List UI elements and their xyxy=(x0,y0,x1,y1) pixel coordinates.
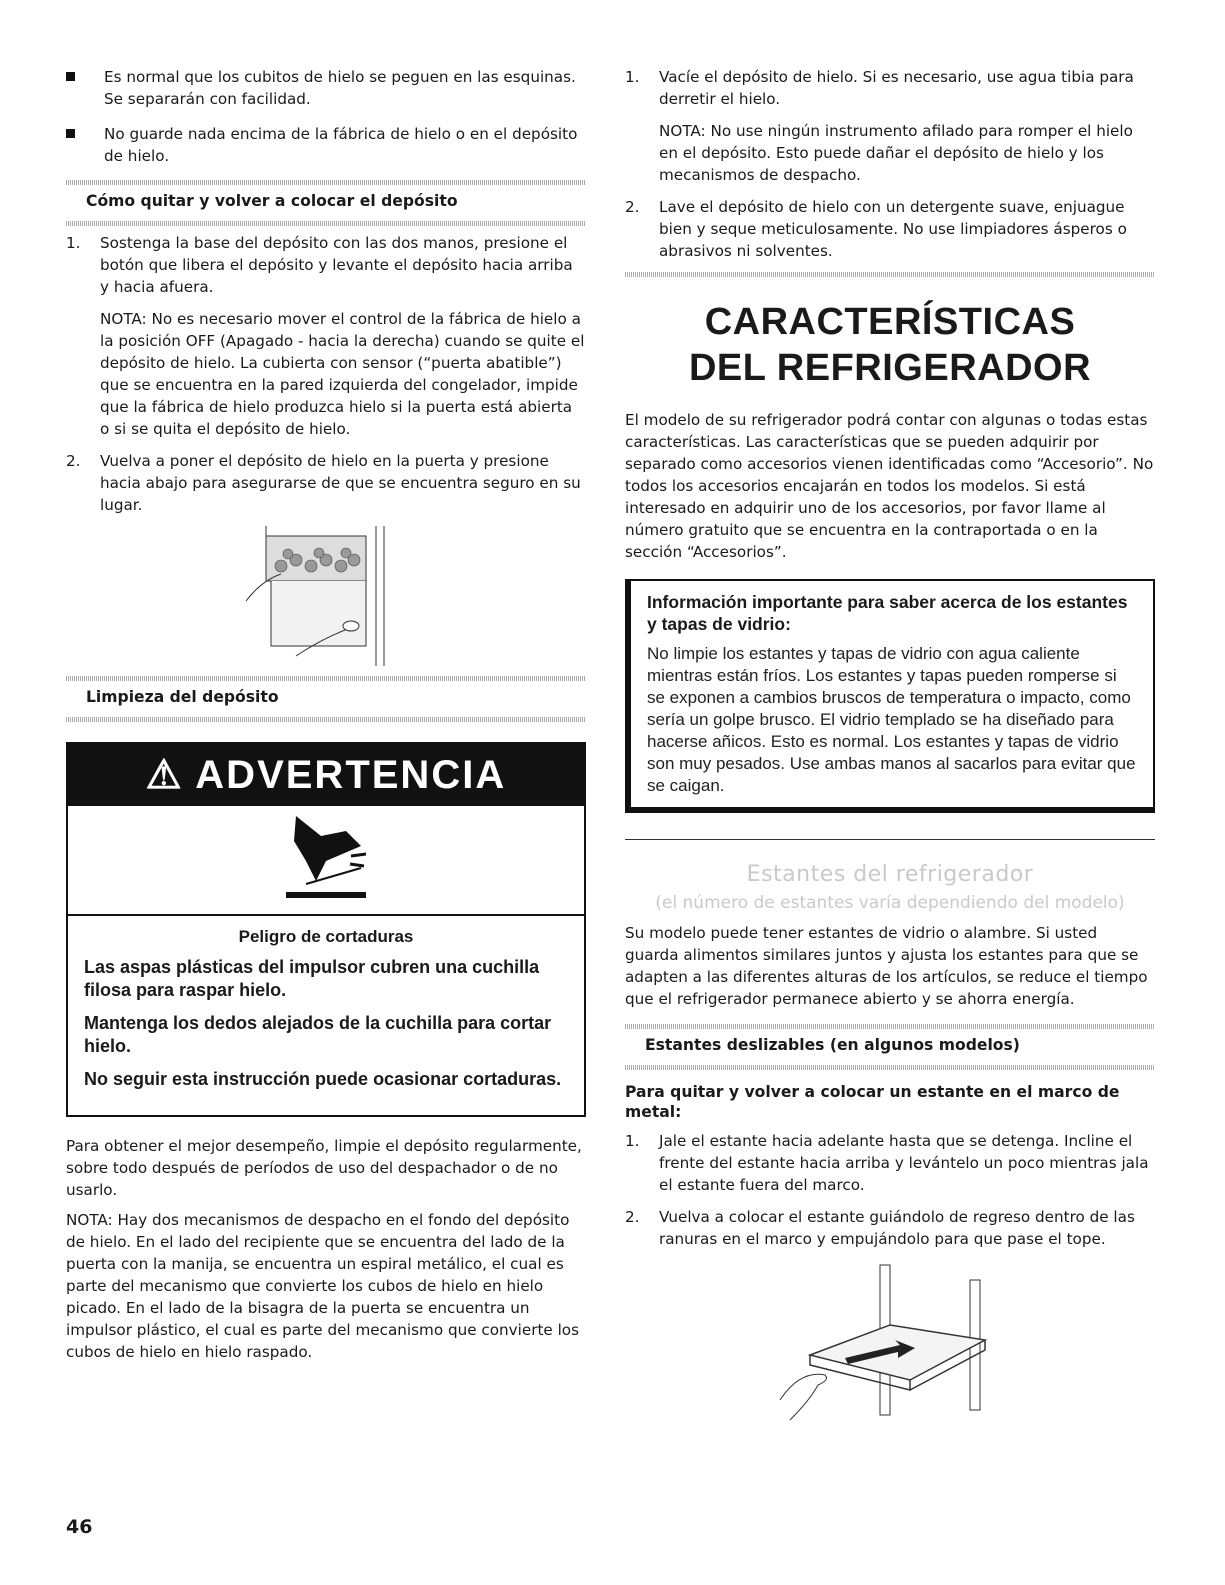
step-item: 2. Vuelva a poner el depósito de hielo en la puerta y presione hacia abajo para asegurarse de que se encuentra seguro en su lugar. xyxy=(66,452,581,514)
clean-paragraph: Para obtener el mejor desempeño, limpie el depósito regularmente, sobre todo después de períodos de uso del despachador o de no usarlo. xyxy=(66,1137,582,1199)
ice-bin-illustration xyxy=(226,526,426,666)
divider xyxy=(66,180,586,185)
bullet-item: No guarde nada encima de la fábrica de hielo o en el depósito de hielo. xyxy=(66,123,586,167)
right-column xyxy=(625,66,1155,1430)
shelf-illustration xyxy=(770,1260,1010,1430)
step-item: 1. Sostenga la base del depósito con las dos manos, presione el botón que libera el depósito y levante el depósito hacia arriba y hacia afuera. xyxy=(66,234,573,296)
step-item: 2. Vuelva a colocar el estante guiándolo de regreso dentro de las ranuras en el marco y empujándolo para que pase el tope. xyxy=(625,1208,1135,1248)
info-box xyxy=(625,579,1155,813)
note-paragraph: NOTA: Hay dos mecanismos de despacho en el fondo del depósito de hielo. En el lado del recipiente que se encuentra del lado de la puerta con la manija, se encuentra un espiral metálico, el cual es parte del mecanismo que convierte los cubos de hielo en hielo picado. En el lado de la bisagra de la puerta se encuentra un impulsor plástico, el cual es parte del mecanismo que convierte los cubos de hielo en hielo raspado. xyxy=(66,1211,580,1361)
divider xyxy=(625,272,1155,277)
info-body: No limpie los estantes y tapas de vidrio con agua caliente mientras están fríos. Los estantes y tapas pueden romperse si se exponen a cambios bruscos de temperatura o impacto, como sería un golpe brusco. El vidrio templado se ha diseñado para hacerse añicos. Esto es normal. Los estantes y tapas de vidrio son muy pesados. Use ambas manos al sacarlos para evitar que se caigan. xyxy=(647,644,1136,795)
note-text: NOTA: No use ningún instrumento afilado para romper el hielo en el depósito. Esto puede dañar el depósito de hielo y los mecanismos de despacho. xyxy=(659,122,1133,184)
divider xyxy=(625,839,1155,840)
divider xyxy=(66,717,586,722)
divider xyxy=(625,1065,1155,1070)
warning-text: No seguir esta instrucción puede ocasionar cortaduras. xyxy=(84,1069,562,1089)
intro-paragraph: El modelo de su refrigerador podrá contar con algunas o todas estas características. Las características que se pueden adquirir por separado como accesorios vienen identificadas como “Accesorio”. No todos los accesorios encajarán en todos los modelos. Si está interesado en adquirir uno de los accesorios, por favor llame al número gratuito que se encuentra en la contraportada o en la sección “Accesorios”. xyxy=(625,411,1154,561)
page-title: CARACTERÍSTICAS DEL REFRIGERADOR xyxy=(688,301,1092,389)
left-column xyxy=(66,66,586,1363)
section-title-sliding-shelves: Estantes deslizables (en algunos modelos) xyxy=(645,1036,1020,1054)
warning-hazard-label: Peligro de cortaduras xyxy=(238,927,414,946)
warning-triangle-icon: ⚠ xyxy=(145,753,184,797)
section-title-remove-bin: Cómo quitar y volver a colocar el depósito xyxy=(86,192,458,210)
section-subtitle-shelves: (el número de estantes varía dependiendo del modelo) xyxy=(655,893,1125,913)
warning-header: ⚠ ADVERTENCIA xyxy=(68,744,584,806)
page-number: 46 xyxy=(66,1516,93,1538)
cut-hazard-icon xyxy=(68,806,584,916)
divider xyxy=(625,1024,1155,1029)
procedure-title: Para quitar y volver a colocar un estante en el marco de metal: xyxy=(625,1083,1120,1121)
warning-box xyxy=(66,742,586,1117)
bullet-item: Es normal que los cubitos de hielo se peguen en las esquinas. Se separarán con facilidad. xyxy=(66,66,586,110)
warning-text: Las aspas plásticas del impulsor cubren una cuchilla filosa para raspar hielo. xyxy=(84,957,540,1000)
warning-text: Mantenga los dedos alejados de la cuchilla para cortar hielo. xyxy=(84,1013,552,1056)
info-title: Información importante para saber acerca de los estantes y tapas de vidrio: xyxy=(647,592,1128,634)
step-item: 1. Vacíe el depósito de hielo. Si es necesario, use agua tibia para derretir el hielo. xyxy=(625,68,1134,108)
note-text: NOTA: No es necesario mover el control de la fábrica de hielo a la posición OFF (Apagado - hacia la derecha) cuando se quite el depósito de hielo. La cubierta con sensor (“puerta abatible”) que se encuentra en la pared izquierda del congelador, impide que la fábrica de hielo produzca hielo si la puerta está abierta o si se quita el depósito de hielo. xyxy=(100,310,585,438)
section-title-shelves: Estantes del refrigerador xyxy=(746,862,1034,887)
step-item: 1. Jale el estante hacia adelante hasta que se detenga. Incline el frente del estante hacia arriba y levántelo un poco mientras jala el estante fuera del marco. xyxy=(625,1132,1149,1194)
divider xyxy=(66,221,586,226)
step-item: 2. Lave el depósito de hielo con un detergente suave, enjuague bien y seque meticulosamente. No use limpiadores ásperos o abrasivos ni solventes. xyxy=(625,198,1127,260)
divider xyxy=(66,676,586,681)
shelves-paragraph: Su modelo puede tener estantes de vidrio o alambre. Si usted guarda alimentos similares juntos y ajusta los estantes para que se adapten a las diferentes alturas de los artículos, se reduce el tiempo que el refrigerador permanece abierto y se ahorra energía. xyxy=(625,924,1148,1008)
section-title-clean-bin: Limpieza del depósito xyxy=(86,688,279,706)
